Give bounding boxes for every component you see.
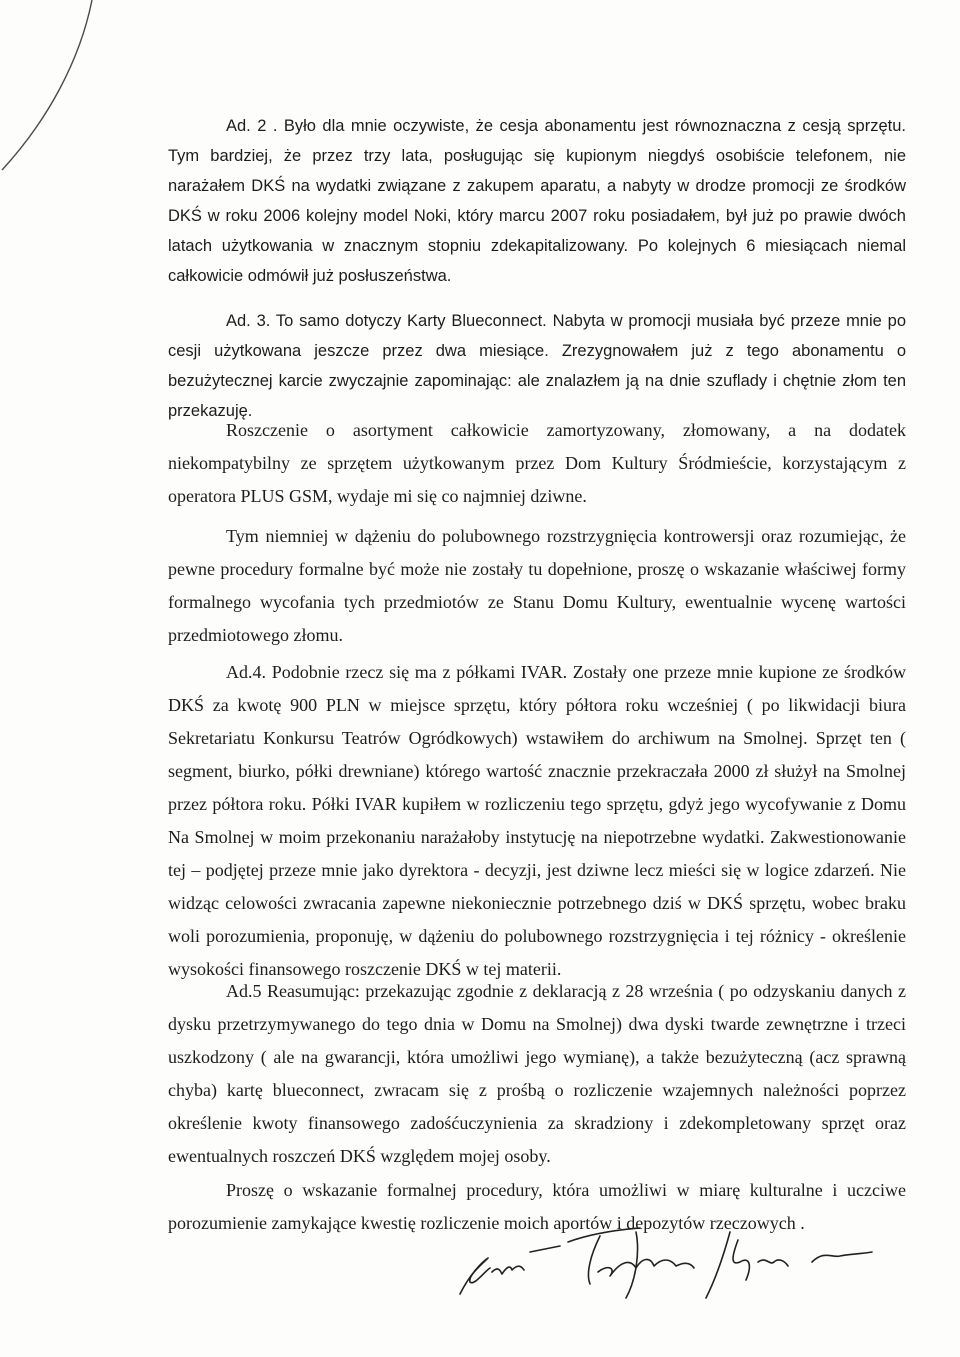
paragraph-ad4-text: Ad.4. Podobnie rzecz się ma z półkami IVAR. Zostały one przeze mnie kupione ze środków DKŚ za kwotę 900 PLN w miejsce sprzętu, który półtora roku wcześniej ( po likwidacji biura Sekretariatu Konkursu Teatrów Ogródkowych) wstawiłem do archiwum na Smolnej. Sprzęt ten ( segment, biurko, półki drewniane) którego wartość znacznie przekraczała 2000 zł służył na Smolnej przez półtora roku. Półki IVAR kupiłem w rozliczeniu tego sprzętu, gdyż jego wycofywanie z Domu Na Smolnej w moim przekonaniu narażałoby instytucję na niepotrzebne wydatki. Zakwestionowanie tej – podjętej przeze mnie jako dyrektora - decyzji, jest dziwne lecz mieści się w logice zdarzeń. Nie widząc celowości zwracania zapewne niekoniecznie potrzebnego dziś w DKŚ sprzętu, wobec braku woli porozumienia, proponuję, w dążeniu do polubownego rozstrzygnięcia i tej różnicy - określenie wysokości finansowego roszczenie DKŚ w tej materii. <box>168 662 906 979</box>
paragraph-tym-niemniej-text: Tym niemniej w dążeniu do polubownego rozstrzygnięcia kontrowersji oraz rozumiejąc, że pewne procedury formalne być może nie zostały tu dopełnione, proszę o wskazanie właściwej formy formalnego wycofania tych przedmiotów ze Stanu Domu Kultury, ewentualnie wycenę wartości przedmiotowego złomu. <box>168 526 906 645</box>
paragraph-prosze-text: Proszę o wskazanie formalnej procedury, która umożliwi w miarę kulturalne i uczciwe porozumienie zamykające kwestię rozliczenie moich aportów i depozytów rzeczowych . <box>168 1180 906 1233</box>
paragraph-ad2-text: Ad. 2 . Było dla mnie oczywiste, że cesja abonamentu jest równoznaczna z cesją sprzętu. Tym bardziej, że przez trzy lata, posługując się kupionym niegdyś osobiście telefonem, nie narażałem DKŚ na wydatki związane z zakupem aparatu, a nabyty w drodze promocji ze środków DKŚ w roku 2006 kolejny model Noki, który marcu 2007 roku posiadałem, był już po prawie dwóch latach użytkowania w znacznym stopniu zdekapitalizowany. Po kolejnych 6 miesiącach niemal całkowicie odmówił już posłuszeństwa. <box>168 117 906 285</box>
paragraph-ad2 <box>168 111 906 291</box>
paragraph-ad5-text: Ad.5 Reasumując: przekazując zgodnie z deklaracją z 28 września ( po odzyskaniu danych z dysku przetrzymywanego do tego dnia w Domu na Smolnej) dwa dyski twarde zewnętrzne i trzeci uszkodzony ( ale na gwarancji, która umożliwi jego wymianę), a także bezużyteczną (acz sprawną chyba) kartę blueconnect, zwracam się z prośbą o rozliczenie wzajemnych należności poprzez określenie kwoty finansowego zadośćuczynienia za skradziony i zdekompletowany sprzęt oraz ewentualnych roszczeń DKŚ względem mojej osoby. <box>168 981 906 1166</box>
scan-margin-mark <box>0 0 120 200</box>
paragraph-ad4 <box>168 656 906 986</box>
paragraph-roszczenie-text: Roszczenie o asortyment całkowicie zamortyzowany, złomowany, a na dodatek niekompatybilny ze sprzętem użytkowanym przez Dom Kultury Śródmieście, korzystającym z operatora PLUS GSM, wydaje mi się co najmniej dziwne. <box>168 420 906 506</box>
paragraph-tym-niemniej <box>168 520 906 652</box>
paragraph-ad3-text: Ad. 3. To samo dotyczy Karty Blueconnect. Nabyta w promocji musiała być przeze mnie po cesji użytkowana jeszcze przez dwa miesiące. Zrezygnowałem już z tego abonamentu o bezużytecznej karcie zwyczajnie zapominając: ale znalazłem ją na dnie szuflady i chętnie złom ten przekazuję. <box>168 312 906 420</box>
paragraph-ad3 <box>168 306 906 426</box>
handwritten-signature <box>440 1222 880 1302</box>
paragraph-roszczenie <box>168 414 906 513</box>
paragraph-ad5 <box>168 975 906 1173</box>
